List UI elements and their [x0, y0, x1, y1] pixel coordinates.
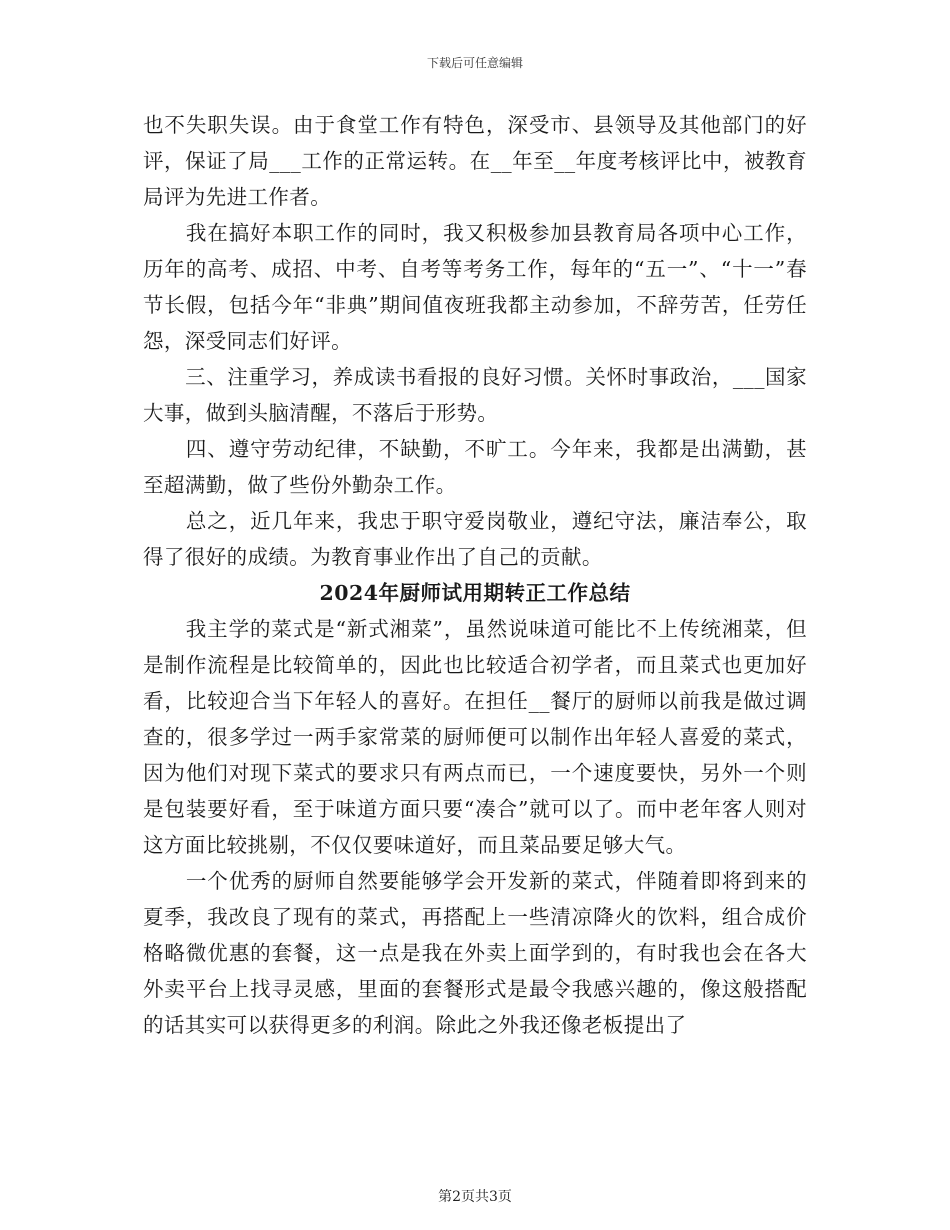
- page-footer: 第2页共3页: [438, 1189, 512, 1205]
- page-header: 下载后可任意编辑: [426, 56, 523, 70]
- paragraph: 也不失职失误。由于食堂工作有特色，深受市、县领导及其他部门的好评，保证了局___工作的正常运转。在__年至__年度考核评比中，被教育局评为先进工作者。: [143, 113, 807, 209]
- paragraph: 我在搞好本职工作的同时，我又积极参加县教育局各项中心工作，历年的高考、成招、中考、自考等考务工作，每年的“五一”、“十一”春节长假，包括今年“非典”期间值夜班我都主动参加，不辞劳苦，任劳任怨，深受同志们好评。: [143, 221, 807, 353]
- document-body: [143, 107, 807, 1043]
- paragraph: 总之，近几年来，我忠于职守爱岗敬业，遵纪守法，廉洁奉公，取得了很好的成绩。为教育事业作出了自己的贡献。: [143, 509, 807, 569]
- paragraph: 四、遵守劳动纪律，不缺勤，不旷工。今年来，我都是出满勤，甚至超满勤，做了些份外勤杂工作。: [143, 437, 807, 497]
- paragraph: 我主学的菜式是“新式湘菜”，虽然说味道可能比不上传统湘菜，但是制作流程是比较简单的，因此也比较适合初学者，而且菜式也更加好看，比较迎合当下年轻人的喜好。在担任__餐厅的厨师以前我是做过调查的，很多学过一两手家常菜的厨师便可以制作出年轻人喜爱的菜式，因为他们对现下菜式的要求只有两点而已，一个速度要快，另外一个则是包装要好看，至于味道方面只要“凑合”就可以了。而中老年客人则对这方面比较挑剔，不仅仅要味道好，而且菜品要足够大气。: [143, 617, 807, 857]
- section-title: 2024年厨师试用期转正工作总结: [319, 581, 631, 605]
- paragraph: 三、注重学习，养成读书看报的良好习惯。关怀时事政治，___国家大事，做到头脑清醒，不落后于形势。: [143, 365, 807, 425]
- paragraph: 一个优秀的厨师自然要能够学会开发新的菜式，伴随着即将到来的夏季，我改良了现有的菜式，再搭配上一些清凉降火的饮料，组合成价格略微优惠的套餐，这一点是我在外卖上面学到的，有时我也会在各大外卖平台上找寻灵感，里面的套餐形式是最令我感兴趣的，像这般搭配的话其实可以获得更多的利润。除此之外我还像老板提出了: [143, 869, 807, 1037]
